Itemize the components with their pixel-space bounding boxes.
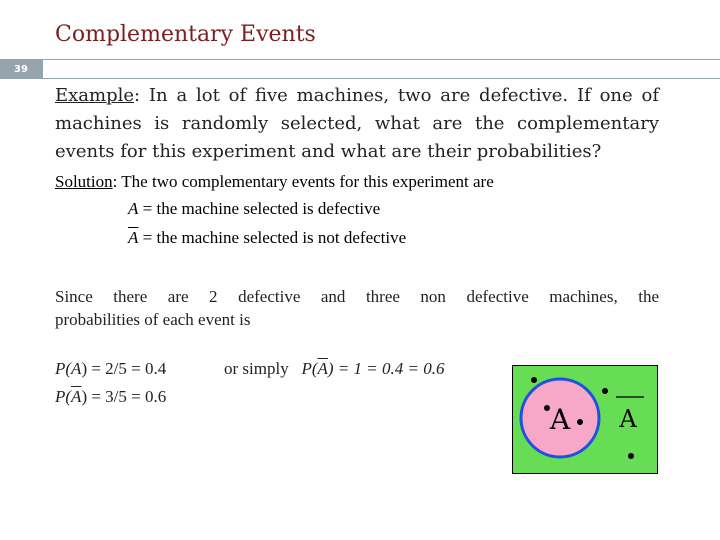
or-simply-line [224,359,444,379]
event-abar-definition [128,228,406,248]
dot [544,405,550,411]
probability-a [55,359,166,379]
alt-suffix: ) = 1 = 0.4 = 0.6 [327,359,445,378]
pa-prefix: P( [55,359,72,378]
pabar-prefix: P( [55,387,72,406]
venn-diagram [512,365,658,474]
probability-abar [55,387,166,407]
solution-label: Solution [55,172,113,191]
event-abar-text: = the machine selected is not defective [138,228,407,247]
dot [628,453,634,459]
solution-line [55,172,494,192]
venn-inner-label: A [549,403,571,436]
example-line-1 [55,82,659,110]
dot [602,388,608,394]
dot [531,377,537,383]
example-label: Example [55,85,135,106]
or-simply-text: or simply [224,359,293,378]
slide-header-bar [0,59,720,79]
example-line-3: events for this experiment and what are their probabilities? [55,141,602,162]
example-paragraph [55,82,659,166]
solution-text: : The two complementary events for this experiment are [112,172,494,191]
alt-prefix: P( [301,359,318,378]
pabar-symbol: $\overline{A}$ [71,387,82,406]
example-line-2: machines is randomly selected, what are the complementary [55,113,659,134]
event-abar-symbol: $\overline{A}$ [128,228,139,247]
example-text-1: : In a lot of five machines, two are defective. If one of [134,85,659,106]
slide-title: Complementary Events [55,22,316,47]
alt-symbol: $\overline{A}$ [317,359,328,378]
header-rule [42,59,720,79]
since-line-2: probabilities of each event is [55,310,251,329]
slide-number: 39 [0,59,42,79]
event-a-symbol: A [128,199,139,218]
event-a-text: = the machine selected is defective [138,199,381,218]
pa-symbol: A [71,359,82,378]
dot [577,419,583,425]
pabar-suffix: ) = 3/5 = 0.6 [81,387,167,406]
event-a-definition [128,199,380,219]
pa-suffix: ) = 2/5 = 0.4 [81,359,167,378]
since-line-1: Since there are 2 defective and three non defective machines, the [55,287,659,306]
venn-outer-label: A [619,405,637,433]
since-paragraph [55,285,659,331]
